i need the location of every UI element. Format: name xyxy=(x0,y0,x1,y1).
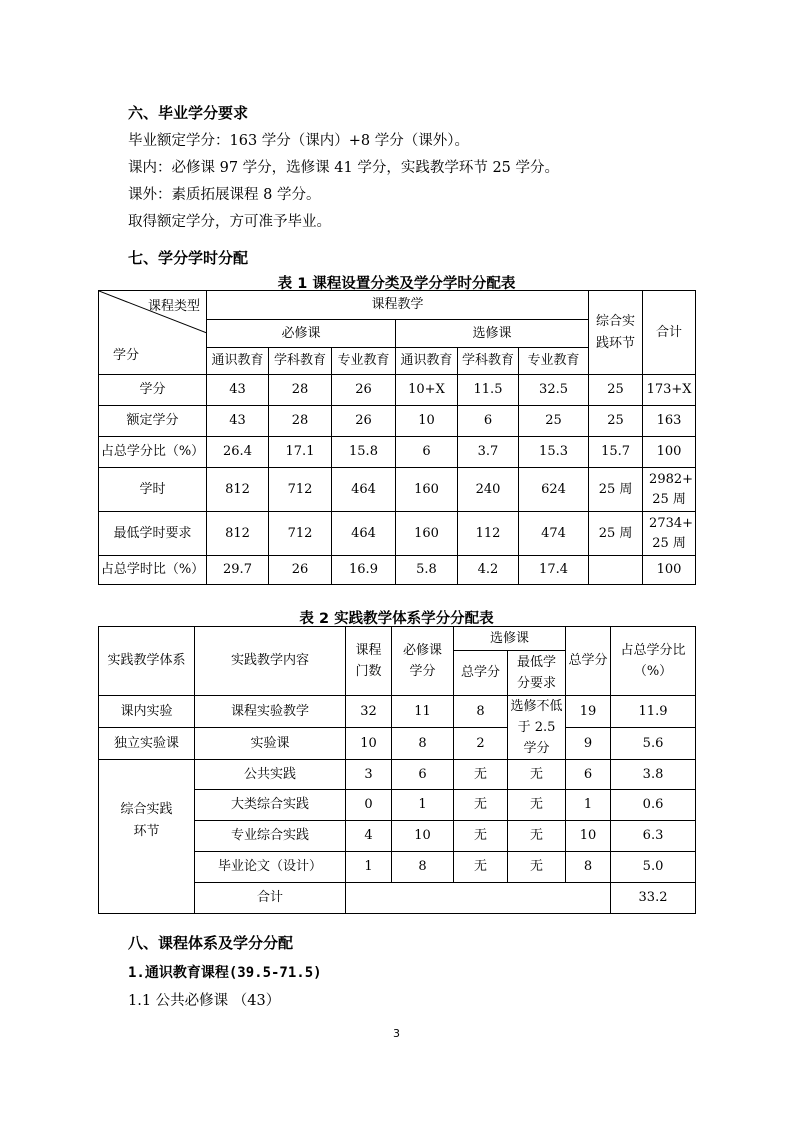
table-cell: 独立实验课 xyxy=(99,728,195,760)
table-cell: 28 xyxy=(269,375,332,406)
table-cell: 15.3 xyxy=(519,437,589,468)
table-cell: 43 xyxy=(207,406,269,437)
table-cell: 26 xyxy=(269,556,332,585)
table-cell: 11.9 xyxy=(611,696,696,728)
paragraph-line: 课内：必修课 97 学分，选修课 41 学分，实践教学环节 25 学分。 xyxy=(128,160,560,176)
table-cell: 812 xyxy=(207,468,269,512)
header-sub: 学科教育 xyxy=(458,348,519,375)
table-cell: 毕业论文（设计） xyxy=(195,852,346,883)
table-row xyxy=(99,556,696,585)
table-cell: 6 xyxy=(458,406,519,437)
table-cell: 8 xyxy=(392,728,454,760)
table-cell: 2982+ 25 周 xyxy=(643,468,696,512)
paragraph-line: 课外：素质拓展课程 8 学分。 xyxy=(128,187,321,203)
table-cell: 4.2 xyxy=(458,556,519,585)
table-cell: 19 xyxy=(566,696,611,728)
table-cell: 32.5 xyxy=(519,375,589,406)
subsection-heading: 1.通识教育课程(39.5-71.5) xyxy=(128,965,322,981)
table-cell: 240 xyxy=(458,468,519,512)
table-cell: 无 xyxy=(454,760,508,790)
table-cell: 474 xyxy=(519,512,589,556)
header-practice: 综合实践环节 xyxy=(589,291,643,375)
table-cell: 17.4 xyxy=(519,556,589,585)
table-cell: 160 xyxy=(396,468,458,512)
table-cell: 9 xyxy=(566,728,611,760)
table-cell: 15.7 xyxy=(589,437,643,468)
header-sub: 通识教育 xyxy=(396,348,458,375)
sum-value: 33.2 xyxy=(611,883,696,914)
min-credit-note: 选修不低于 2.5 学分 xyxy=(508,696,566,760)
table-cell: 100 xyxy=(643,437,696,468)
table-cell: 1 xyxy=(566,790,611,821)
table-cell: 173+X xyxy=(643,375,696,406)
table-cell: 812 xyxy=(207,512,269,556)
table-row xyxy=(99,728,696,760)
table-cell: 课内实验 xyxy=(99,696,195,728)
table-row xyxy=(99,512,696,556)
table-cell: 10 xyxy=(396,406,458,437)
header-required: 必修课 xyxy=(207,320,396,348)
table2 xyxy=(98,626,696,914)
corner-bottom-label: 学分 xyxy=(113,348,140,363)
section-7-heading: 七、学分学时分配 xyxy=(128,249,249,267)
table-cell: 160 xyxy=(396,512,458,556)
table-cell: 无 xyxy=(508,760,566,790)
row-label: 学分 xyxy=(99,375,207,406)
table-cell: 26.4 xyxy=(207,437,269,468)
table-cell: 32 xyxy=(346,696,392,728)
header-count: 课程门数 xyxy=(346,627,392,696)
table-cell: 1 xyxy=(346,852,392,883)
table-cell: 25 xyxy=(589,406,643,437)
table-cell: 无 xyxy=(454,852,508,883)
row-label: 额定学分 xyxy=(99,406,207,437)
table-cell: 6 xyxy=(566,760,611,790)
page-number: 3 xyxy=(393,1027,400,1040)
table-cell: 15.8 xyxy=(332,437,396,468)
table-cell: 3.7 xyxy=(458,437,519,468)
table-cell: 464 xyxy=(332,512,396,556)
table-cell: 无 xyxy=(454,790,508,821)
table-row xyxy=(99,406,696,437)
table-cell: 8 xyxy=(454,696,508,728)
section-6-heading: 六、毕业学分要求 xyxy=(128,104,249,122)
table-cell: 无 xyxy=(508,852,566,883)
header-elective-min: 最低学分要求 xyxy=(508,651,566,696)
table1-caption: 表 1 课程设置分类及学分学时分配表 xyxy=(277,276,516,292)
header-ratio: 占总学分比（%） xyxy=(611,627,696,696)
row-label: 最低学时要求 xyxy=(99,512,207,556)
table-cell: 6 xyxy=(396,437,458,468)
table-row xyxy=(99,468,696,512)
section-8-heading: 八、课程体系及学分分配 xyxy=(128,934,294,952)
table-cell: 11 xyxy=(392,696,454,728)
table-cell: 25 周 xyxy=(589,512,643,556)
table-cell: 11.5 xyxy=(458,375,519,406)
table-cell: 26 xyxy=(332,375,396,406)
table-cell: 课程实验教学 xyxy=(195,696,346,728)
header-elective-total: 总学分 xyxy=(454,651,508,696)
table-cell: 17.1 xyxy=(269,437,332,468)
table-cell: 10 xyxy=(392,821,454,852)
table-cell: 3.8 xyxy=(611,760,696,790)
table-cell: 25 xyxy=(589,375,643,406)
table-cell: 26 xyxy=(332,406,396,437)
row-label: 占总学时比（%） xyxy=(99,556,207,585)
header-content: 实践教学内容 xyxy=(195,627,346,696)
table-cell: 6 xyxy=(392,760,454,790)
subsection-line: 1.1 公共必修课 （43） xyxy=(128,993,281,1009)
sum-label: 合计 xyxy=(195,883,346,914)
table-cell: 3 xyxy=(346,760,392,790)
table-cell: 43 xyxy=(207,375,269,406)
header-sub: 通识教育 xyxy=(207,348,269,375)
table-cell: 8 xyxy=(392,852,454,883)
table-row xyxy=(99,437,696,468)
table-cell: 8 xyxy=(566,852,611,883)
table-cell: 大类综合实践 xyxy=(195,790,346,821)
table-cell: 29.7 xyxy=(207,556,269,585)
table-cell: 10 xyxy=(346,728,392,760)
table-cell: 712 xyxy=(269,512,332,556)
table-cell: 实验课 xyxy=(195,728,346,760)
header-sub: 专业教育 xyxy=(332,348,396,375)
table-cell: 624 xyxy=(519,468,589,512)
header-course-teaching: 课程教学 xyxy=(207,291,589,320)
table-cell: 25 周 xyxy=(589,468,643,512)
table-cell: 2 xyxy=(454,728,508,760)
table-cell-empty xyxy=(346,883,611,914)
table-cell: 112 xyxy=(458,512,519,556)
table-cell: 100 xyxy=(643,556,696,585)
table-cell: 专业综合实践 xyxy=(195,821,346,852)
table-cell: 5.0 xyxy=(611,852,696,883)
table-cell: 1 xyxy=(392,790,454,821)
table-cell: 5.8 xyxy=(396,556,458,585)
table-cell: 5.6 xyxy=(611,728,696,760)
corner-top-label: 课程类型 xyxy=(147,299,200,314)
table-cell: 464 xyxy=(332,468,396,512)
header-required-credits: 必修课学分 xyxy=(392,627,454,696)
table-cell xyxy=(589,556,643,585)
table-row xyxy=(99,696,696,728)
row-label: 占总学分比（%） xyxy=(99,437,207,468)
paragraph-line: 取得额定学分，方可准予毕业。 xyxy=(128,214,331,230)
header-sub: 专业教育 xyxy=(519,348,589,375)
table-cell: 无 xyxy=(508,821,566,852)
table-cell: 2734+ 25 周 xyxy=(643,512,696,556)
table-cell: 4 xyxy=(346,821,392,852)
table-cell: 712 xyxy=(269,468,332,512)
table-cell: 6.3 xyxy=(611,821,696,852)
table-cell: 0.6 xyxy=(611,790,696,821)
header-total: 合计 xyxy=(643,291,696,375)
row-label: 学时 xyxy=(99,468,207,512)
table-row xyxy=(99,375,696,406)
group-label-cell: 综合实践环节 xyxy=(99,760,195,914)
table2-caption: 表 2 实践教学体系学分分配表 xyxy=(299,611,494,627)
header-sub: 学科教育 xyxy=(269,348,332,375)
paragraph-line: 毕业额定学分：163 学分（课内）+8 学分（课外）。 xyxy=(128,133,470,149)
table-cell: 无 xyxy=(454,821,508,852)
table1-corner-cell xyxy=(99,291,207,375)
table-cell: 公共实践 xyxy=(195,760,346,790)
table-cell: 10+X xyxy=(396,375,458,406)
header-elective: 选修课 xyxy=(454,627,566,651)
table-cell: 16.9 xyxy=(332,556,396,585)
table1 xyxy=(98,290,696,585)
header-total-credits: 总学分 xyxy=(566,627,611,696)
table-cell: 10 xyxy=(566,821,611,852)
table-cell: 无 xyxy=(508,790,566,821)
header-elective: 选修课 xyxy=(396,320,589,348)
table-cell: 0 xyxy=(346,790,392,821)
table-cell: 163 xyxy=(643,406,696,437)
header-system: 实践教学体系 xyxy=(99,627,195,696)
table-row xyxy=(99,760,696,790)
table-cell: 28 xyxy=(269,406,332,437)
table-cell: 25 xyxy=(519,406,589,437)
